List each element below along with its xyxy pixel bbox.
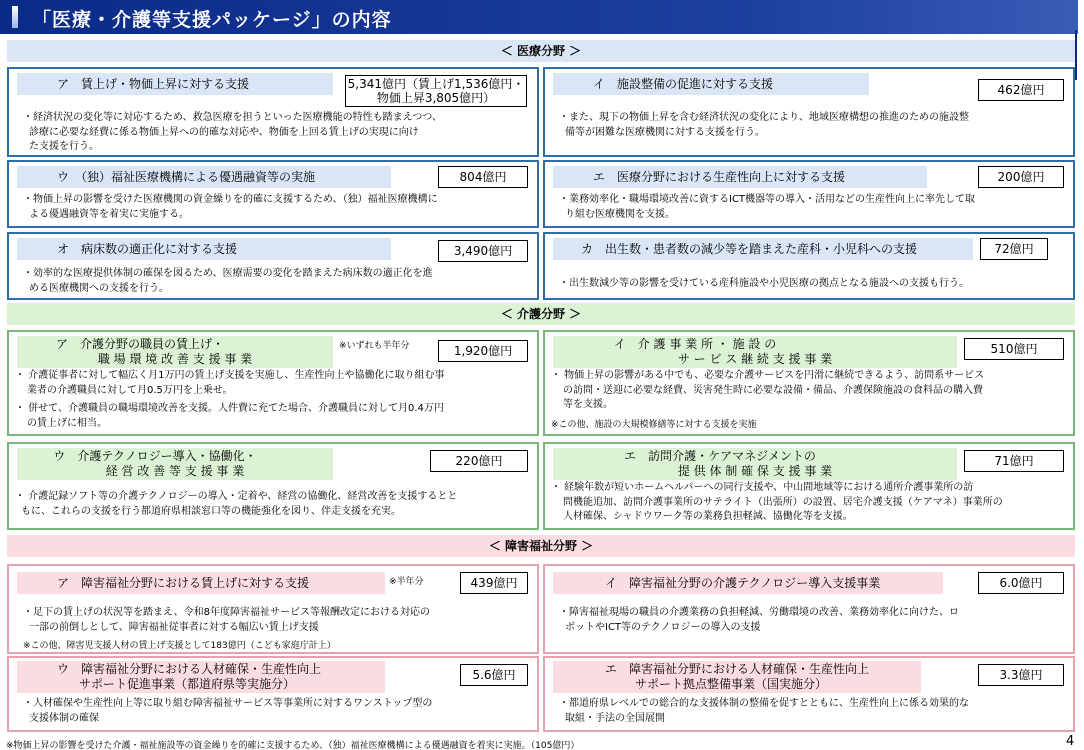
body-line: ・人材確保や生産性向上等に取り組む障害福祉サービス等事業所に対するワンストップ型の [23,698,433,709]
card-body [551,369,984,413]
section-header-medical: ＜ 医療分野 ＞ [7,40,1075,62]
card-body [15,369,445,431]
card-title [553,661,921,693]
amount-box: 3,490億円 [438,240,528,262]
card-note: ※この他、障害児支援人材の賃上げ支援として183億円（こども家庭庁計上） [23,641,336,651]
card-body [559,193,975,222]
card-care-i [543,330,1075,436]
card-body [15,490,457,519]
card-medical-a [7,67,539,157]
section-header-disability: ＜ 障害福祉分野 ＞ [7,535,1075,557]
card-care-u [7,442,539,530]
body-line: ・効率的な医療提供体制の確保を図るため、医療需要の変化を踏まえた病床数の適正化を進 [23,268,433,279]
body-line: 人材確保、シャドウワーク等の業務負担軽減、協働化等を支援。 [563,511,853,522]
card-title-line: 経 営 改 善 等 支 援 事 業 [105,464,245,478]
card-disability-e [543,656,1075,732]
amount-box: 220億円 [430,450,528,472]
card-title [553,336,957,368]
body-line: ・ 介護記録ソフト等の介護テクノロジーの導入・定着や、経営の協働化、経営改善を支援するとと [15,491,458,502]
page-number: 4 [1066,734,1075,749]
body-line: ・物価上昇の影響を受けた医療機関の資金繰りを的確に支援するため、（独）福祉医療機構に [23,194,438,205]
body-line: 備等が困難な医療機関に対する支援を行う。 [565,126,765,138]
body-line: 診療に必要な経費に係る物価上昇への的確な対応や、物価を上回る賃上げの実現に向け [29,126,419,138]
card-title-line: サポート拠点整備事業（国実施分） [635,677,828,691]
card-medical-o [7,232,539,300]
body-line: める医療機関への支援を行う。 [29,282,169,294]
card-note: ※この他、施設の大規模修繕等に対する支援を実施 [551,420,757,430]
body-line: ・障害福祉現場の職員の介護業務の負担軽減、労働環境の改善、業務効率化に向けた、ロ [559,607,959,618]
body-line: ・業務効率化・職場環境改善に資するICT機器等の導入・活用などの生産性向上に率先して取 [559,194,976,205]
title-bar [0,0,1078,34]
card-disability-a [7,564,539,654]
amount-box: 71億円 [964,450,1064,472]
card-medical-e [543,160,1075,228]
card-title: ウ （独）福祉医療機構による優遇融資等の実施 [17,166,391,188]
card-title-line: イ 介 護 事 業 所 ・ 施 設 の [613,337,777,351]
card-care-a [7,330,539,436]
amount-box: 6.0億円 [978,572,1064,594]
body-line: ・ 経験年数が短いホームヘルパーへの同行支援や、中山間地域等における通所介護事業所の訪 [551,482,974,493]
amount-box: 5.6億円 [460,664,528,686]
card-title-line: ウ 障害福祉分野における人材確保・生産性向上 [57,662,322,676]
body-line: ・また、現下の物価上昇を含む経済状況の変化により、地域医療構想の推進のための施設整 [559,112,969,123]
body-line: ・ 介護従事者に対して幅広く月1万円の賃上げ支援を実施し、生産性向上や協働化に取り組む事 [15,370,445,381]
body-line: ボットやICT等のテクノロジーの導入の支援 [565,621,761,633]
card-title: ア 障害福祉分野における賃上げに対する支援 [17,572,385,594]
amount-box: 462億円 [978,79,1064,101]
card-title [17,336,333,368]
body-line: の訪問・送迎に必要な経費、災害発生時に必要な設備・備品、介護保険施設の食料品の購入費 [563,384,983,396]
footer-note: ※物価上昇の影響を受けた介護・福祉施設等の資金繰りを的確に支援するため、（独）福祉医療機構による優遇融資を着実に実施。（105億円） [6,741,580,750]
card-medical-ka [543,232,1075,300]
card-title: エ 医療分野における生産性向上に対する支援 [553,166,927,188]
page-title: 「医療・介護等支援パッケージ」の内容 [32,9,392,31]
card-title-line: サポート促進事業（都道府県等実施分） [79,677,296,691]
card-body [23,606,430,635]
amount-box [345,75,527,107]
card-title-line: 提 供 体 制 確 保 支 援 事 業 [677,464,833,478]
card-title: イ 施設整備の促進に対する支援 [553,73,869,95]
amount-line: 5,341億円（賃上げ1,536億円・ [347,77,525,91]
card-body [559,111,969,140]
body-line: 業者の介護職員に対して月0.5万円を上乗せ。 [27,384,233,396]
amount-box: 1,920億円 [438,340,528,362]
body-line: もに、これらの支援を行う都道府県相談窓口等の機能強化を図り、伴走支援を充実。 [21,505,401,517]
amount-box: 510億円 [964,338,1064,360]
card-title [17,448,333,480]
card-medical-i [543,67,1075,157]
card-body [551,481,1003,525]
body-line: ・ 併せて、介護職員の職場環境改善を支援。人件費に充てた場合、介護職員に対して月0.4万円 [15,403,444,414]
card-body [23,697,432,726]
body-line: た支援を行う。 [29,141,99,152]
body-line: ・ 物価上昇の影響がある中でも、必要な介護サービスを円滑に継続できるよう、訪問系サービス [551,370,985,381]
card-body [559,606,959,635]
body-line: ・足下の賃上げの状況等を踏まえ、令和8年度障害福祉サービス等報酬改定における対応の [23,607,430,618]
card-care-e [543,442,1075,530]
card-body [559,277,969,292]
card-body [23,267,433,296]
amount-box: 804億円 [438,166,528,188]
body-line: ・経済状況の変化等に対応するため、救急医療を担うといった医療機能の特性も踏まえつつ、 [23,112,442,123]
title-accent-line [1075,30,1077,80]
body-line: ・都道府県レベルでの総合的な支援体制の整備を促すとともに、生産性向上に係る効果的な [559,698,969,709]
card-title: イ 障害福祉分野の介護テクノロジー導入支援事業 [553,572,943,594]
body-line: 問機能追加、訪問介護事業所のサテライト（出張所）の設置、居宅介護支援（ケアマネ）事業所の [563,496,1003,508]
card-disability-i [543,564,1075,654]
body-line: 支援体制の確保 [29,712,99,724]
card-body [23,111,442,155]
card-body [559,697,969,726]
card-body [23,193,438,222]
card-title: カ 出生数・患者数の減少等を踏まえた産科・小児科への支援 [553,238,973,260]
body-line: よる優遇融資等を着実に実施する。 [29,208,189,220]
body-line: 一部の前倒しとして、障害福祉従事者に対する幅広い賃上げ支援 [29,621,319,633]
card-title [553,448,957,480]
amount-box: 3.3億円 [978,664,1064,686]
card-title: オ 病床数の適正化に対する支援 [17,238,391,260]
card-title-line: ウ 介護テクノロジー導入・協働化・ [53,449,257,463]
section-header-care: ＜ 介護分野 ＞ [7,303,1075,325]
card-title-line: 職 場 環 境 改 善 支 援 事 業 [97,352,253,366]
amount-box: 439億円 [460,572,528,594]
card-title-line: ア 介護分野の職員の賃上げ・ [55,337,224,351]
card-disability-u [7,656,539,732]
half-year-note: ※いずれも半年分 [339,341,410,351]
amount-box: 200億円 [978,166,1064,188]
card-title [17,661,385,693]
body-line: り組む医療機関を支援。 [565,208,675,220]
body-line: ・出生数減少等の影響を受けている産科施設や小児医療の拠点となる施設への支援も行う。 [559,278,969,289]
amount-box: 72億円 [980,238,1048,260]
body-line: 等を支援。 [563,399,613,410]
card-title-line: エ 訪問介護・ケアマネジメントの [624,449,816,463]
card-medical-u [7,160,539,228]
amount-line: 物価上昇3,805億円） [376,91,496,105]
card-title-line: エ 障害福祉分野における人材確保・生産性向上 [605,662,870,676]
half-year-note: ※半年分 [389,577,424,587]
body-line: 取組・手法の全国展開 [565,712,665,724]
card-title-line: サ ー ビ ス 継 続 支 援 事 業 [677,352,833,366]
card-title: ア 賃上げ・物価上昇に対する支援 [17,73,333,95]
body-line: の賃上げに相当。 [27,417,107,429]
